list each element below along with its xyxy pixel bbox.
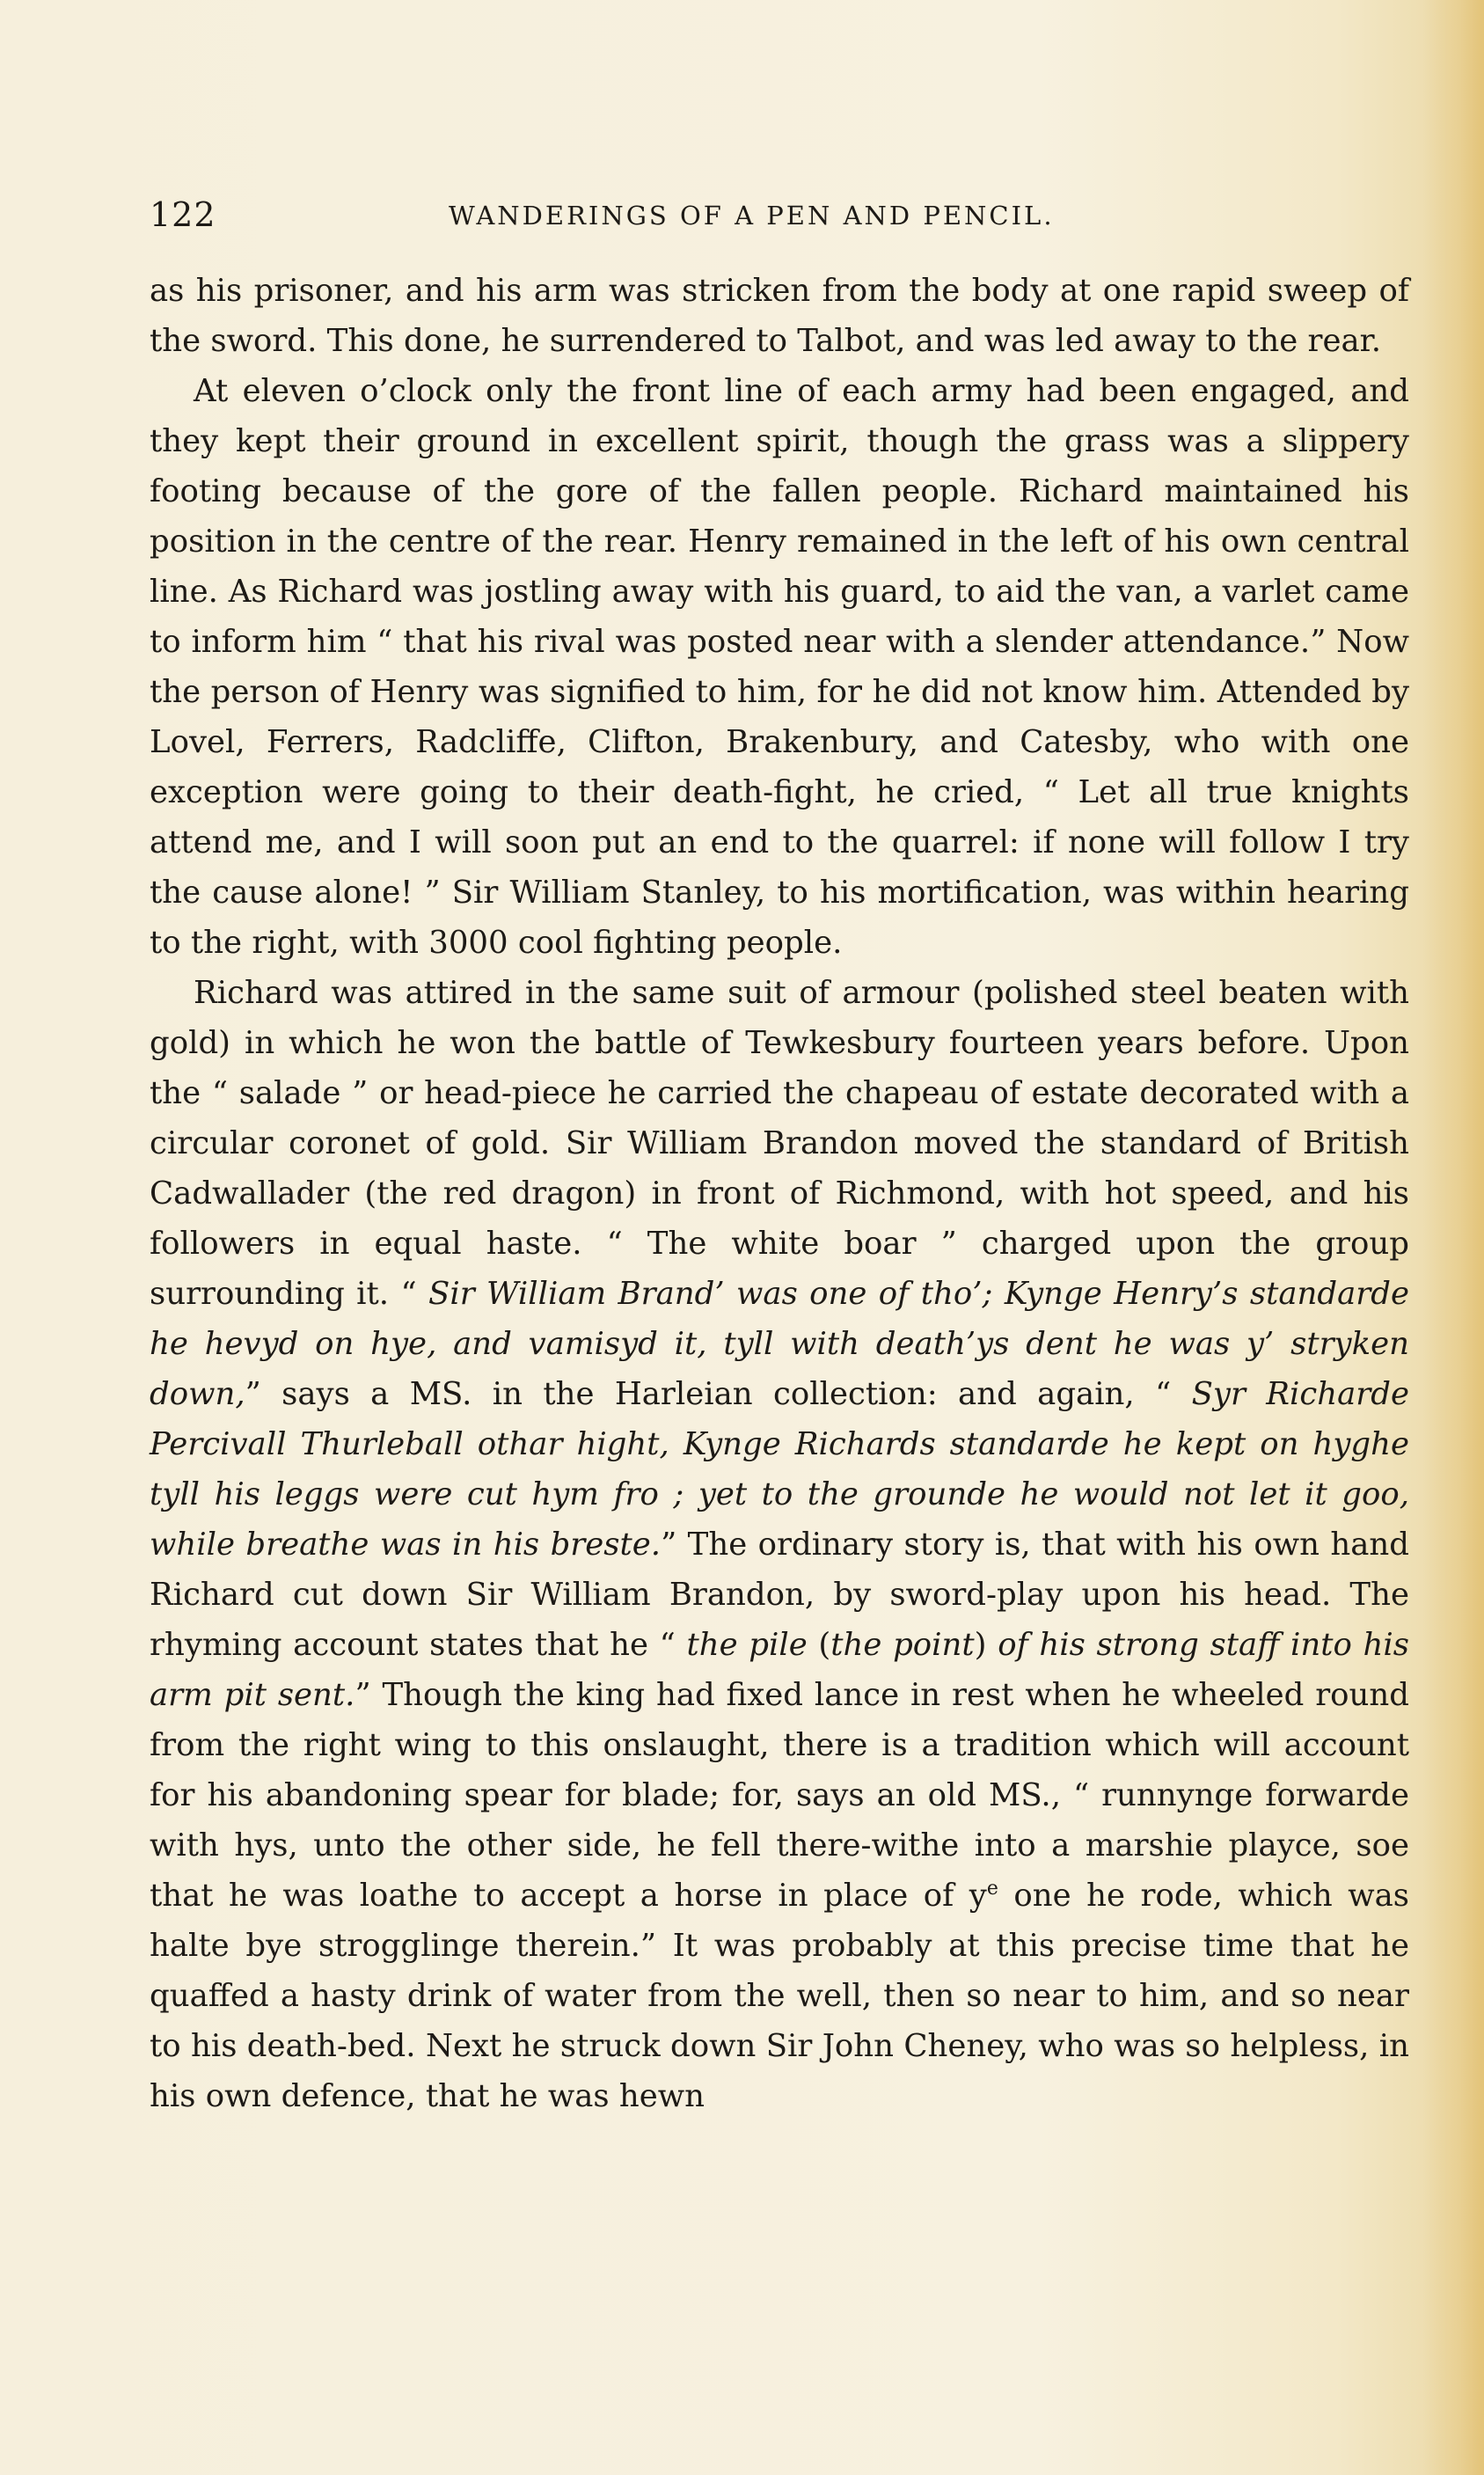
phrase-the-point-italic: the point (830, 1627, 975, 1663)
paragraph-3-text-m: one he rode, which was halte bye strogglinge therein.” It was probably at this precise time that he quaffed a hasty drink of water from the well, then so near to him, and so near to his death-bed. Next he struck down Sir John Cheney, who was so helpless, in his own defence, that he was hewn (150, 1878, 1409, 2114)
page-header (150, 195, 1407, 239)
paragraph-3 (150, 968, 1409, 2121)
paragraph-2: At eleven o’clock only the front line of each army had been engaged, and they kept their ground in excellent spirit, though the grass was a slippery footing because of the gore of the fallen people. Richard maintained his position in the centre of the rear. Henry remained in the left of his own central line. As Richard was jostling away with his guard, to aid the van, a varlet came to inform him “ that his rival was posted near with a slender attendance.” Now the person of Henry was signified to him, for he did not know him. Attended by Lovel, Ferrers, Radcliffe, Clifton, Brakenbury, and Catesby, who with one exception were going to their death-fight, he cried, “ Let all true knights attend me, and I will soon put an end to the quarrel: if none will follow I try the cause alone! ” Sir William Stanley, to his mortification, was within hearing to the right, with 3000 cool fighting people. (150, 373, 1409, 961)
paragraph-3-text-k: ” Though the king had fixed lance in rest when he wheeled round from the right wing to this onslaught, there is a tradition which will account for his abandoning spear for blade; for, says an old MS., “ runnynge forwarde with hys, unto the other side, he fell there-withe into a marshie playce, soe that he was loathe to accept a horse in place of y (150, 1677, 1409, 1914)
running-title: WANDERINGS OF A PEN AND PENCIL. (449, 201, 1055, 231)
quote-brandon-italic: Sir William Brand’ was one of tho’; Kynge Henry’s standarde he hevyd on hye, and vamisyd it, tyll with death’ys dent he was y’ stryken down, (150, 1276, 1409, 1412)
paragraph-3-text-e: ” The ordinary story is, that with his own hand Richard cut down Sir William Brandon, by sword-play upon his head. The rhyming account states that he “ (150, 1527, 1409, 1663)
paren-open: ( (818, 1627, 831, 1663)
paragraph-1: as his prisoner, and his arm was stricken from the body at one rapid sweep of the sword. This done, he surrendered to Talbot, and was led away to the rear. (150, 273, 1409, 359)
paragraph-3-text-c: ” says a MS. in the Harleian collection: and again, “ (245, 1376, 1172, 1412)
quote-percivall-italic: Syr Richarde Percivall Thurleball othar hight, Kynge Richards standarde he kept on hyghe tyll his leggs were cut hym fro ; yet to the grounde he would not let it goo, while breathe was in his breste. (150, 1376, 1409, 1563)
page-edge-shading (1422, 0, 1484, 2475)
page-number: 122 (150, 195, 216, 234)
paren-close: ) (974, 1627, 987, 1663)
paragraph-3-text-a: Richard was attired in the same suit of armour (polished steel beaten with gold) in which he won the battle of Tewkesbury fourteen years before. Upon the “ salade ” or head-piece he carried the chapeau of estate decorated with a circular coronet of gold. Sir William Brandon moved the standard of British Cadwallader (the red dragon) in front of Richmond, with hot speed, and his followers in equal haste. “ The white boar ” charged upon the group surrounding it. “ (150, 975, 1409, 1312)
superscript-e: e (986, 1878, 998, 1900)
phrase-strong-staff-italic: of his strong staff into his arm pit sent. (150, 1627, 1409, 1713)
body-text (150, 266, 1409, 2121)
phrase-the-pile-italic: the pile (686, 1627, 808, 1663)
